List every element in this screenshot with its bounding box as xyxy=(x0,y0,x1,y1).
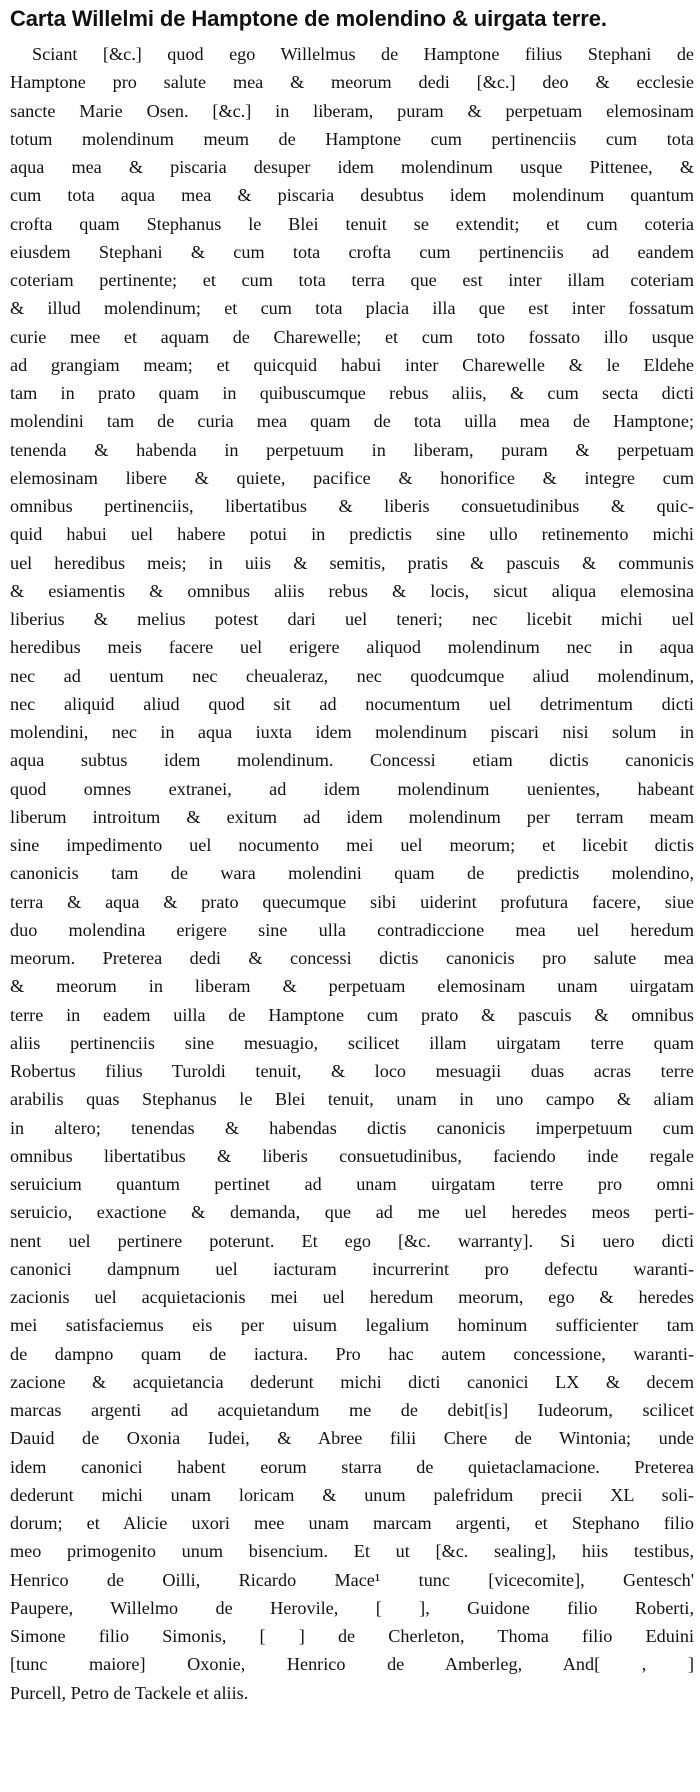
text-line: sine impedimento uel nocumento mei uel meorum; et licebit dictis xyxy=(10,835,694,855)
text-line: Dauid de Oxonia Iudei, & Abree filii Chere de Wintonia; unde xyxy=(10,1428,694,1449)
document-title: Carta Willelmi de Hamptone de molendino & uirgata terre. xyxy=(10,6,607,31)
text-line: [tunc maiore] Oxonie, Henrico de Amberleg, And[ , ] xyxy=(10,1654,694,1675)
text-line: Paupere, Willelmo de Herovile, [ ], Guidone filio Roberti, xyxy=(10,1597,694,1618)
text-line: nec ad uentum nec cheualeraz, nec quodcumque aliud molendinum, xyxy=(10,665,694,686)
text-line: tenenda & habenda in perpetuum in liberam, puram & perpetuam xyxy=(10,439,694,460)
text-line: crofta quam Stephanus le Blei tenuit se extendit; et cum coteria xyxy=(10,213,694,234)
text-line: Henrico de Oilli, Ricardo Mace¹ tunc [vicecomite], Gentesch' xyxy=(10,1569,694,1590)
text-line: arabilis quas Stephanus le Blei tenuit, unam in uno campo & aliam xyxy=(10,1089,694,1110)
text-line: omnibus libertatibus & liberis consuetudinibus, faciendo inde regale xyxy=(10,1145,694,1166)
text-line: quid habui uel habere potui in predictis sine ullo retinemento michi xyxy=(10,524,694,545)
document-body xyxy=(10,40,694,1707)
text-line: eiusdem Stephani & cum tota crofta cum pertinenciis ad eandem xyxy=(10,241,694,262)
text-line: meo primogenito unum bisencium. Et ut [&c. sealing], hiis testibus, xyxy=(10,1541,694,1562)
text-line: quod omnes extranei, ad idem molendinum uenientes, habeant xyxy=(10,778,694,799)
text-line: dorum; et Alicie uxori mee unam marcam argenti, et Stephano filio xyxy=(10,1513,694,1533)
text-line: liberum introitum & exitum ad idem molendinum per terram meam xyxy=(10,806,694,827)
text-line: Sciant [&c.] quod ego Willelmus de Hamptone filius Stephani de xyxy=(32,44,694,64)
text-line: totum molendinum meum de Hamptone cum pertinenciis cum tota xyxy=(10,128,694,149)
text-line: Hamptone pro salute mea & meorum dedi [&c.] deo & ecclesie xyxy=(10,72,694,93)
text-line: & illud molendinum; et cum tota placia illa que est inter fossatum xyxy=(10,298,694,319)
text-line: marcas argenti ad acquietandum me de debit[is] Iudeorum, scilicet xyxy=(10,1400,694,1420)
text-line: terre in eadem uilla de Hamptone cum prato & pascuis & omnibus xyxy=(10,1004,694,1025)
text-line: & esiamentis & omnibus aliis rebus & locis, sicut aliqua elemosina xyxy=(10,580,694,601)
text-line: idem canonici habent eorum starra de quietaclamacione. Preterea xyxy=(10,1456,694,1477)
text-line: ad grangiam meam; et quicquid habui inter Charewelle & le Eldehe xyxy=(10,354,694,375)
text-line: tam in prato quam in quibuscumque rebus aliis, & cum secta dicti xyxy=(10,383,694,403)
text-line: in altero; tenendas & habendas dictis canonicis imperpetuum cum xyxy=(10,1117,694,1138)
text-line: & meorum in liberam & perpetuam elemosinam unam uirgatam xyxy=(10,976,694,997)
text-line: cum tota aqua mea & piscaria desubtus idem molendinum quantum xyxy=(10,185,694,206)
text-line: dederunt michi unam loricam & unum palefridum precii XL soli- xyxy=(10,1484,694,1505)
text-line: mei satisfaciemus eis per uisum legalium hominum sufficienter tam xyxy=(10,1315,694,1336)
text-line: zacione & acquietancia dederunt michi dicti canonici LX & decem xyxy=(10,1371,694,1392)
text-line: canonici dampnum uel iacturam incurrerint pro defectu waranti- xyxy=(10,1258,694,1279)
text-line: molendini, nec in aqua iuxta idem molendinum piscari nisi solum in xyxy=(10,722,694,742)
text-line: seruicio, exactione & demanda, que ad me uel heredes meos perti- xyxy=(10,1202,694,1223)
text-line: Robertus filius Turoldi tenuit, & loco mesuagii duas acras terre xyxy=(10,1061,694,1081)
text-line: sancte Marie Osen. [&c.] in liberam, puram & perpetuam elemosinam xyxy=(10,100,694,121)
text-line: elemosinam libere & quiete, pacifice & honorifice & integre cum xyxy=(10,467,694,488)
text-line: aliis pertinenciis sine mesuagio, scilicet illam uirgatam terre quam xyxy=(10,1032,694,1053)
text-line: seruicium quantum pertinet ad unam uirgatam terre pro omni xyxy=(10,1174,694,1194)
text-line: coteriam pertinente; et cum tota terra que est inter illam coteriam xyxy=(10,270,694,290)
text-line: duo molendina erigere sine ulla contradiccione mea uel heredum xyxy=(10,919,694,940)
text-line: terra & aqua & prato quecumque sibi uiderint profutura facere, siue xyxy=(10,891,694,912)
text-line: nent uel pertinere poterunt. Et ego [&c. warranty]. Si uero dicti xyxy=(10,1230,694,1251)
text-line: curie mee et aquam de Charewelle; et cum toto fossato illo usque xyxy=(10,326,694,347)
text-line: de dampno quam de iactura. Pro hac autem concessione, waranti- xyxy=(10,1343,694,1364)
text-line: Purcell, Petro de Tackele et aliis. xyxy=(10,1682,249,1703)
text-line: canonicis tam de wara molendini quam de predictis molendino, xyxy=(10,863,694,884)
text-line: aqua subtus idem molendinum. Concessi etiam dictis canonicis xyxy=(10,750,694,771)
text-line: liberius & melius potest dari uel teneri; nec licebit michi uel xyxy=(10,609,694,629)
text-line: heredibus meis facere uel erigere aliquod molendinum nec in aqua xyxy=(10,637,694,658)
text-line: omnibus pertinenciis, libertatibus & liberis consuetudinibus & quic- xyxy=(10,496,694,516)
text-line: uel heredibus meis; in uiis & semitis, pratis & pascuis & communis xyxy=(10,552,694,573)
text-line: aqua mea & piscaria desuper idem molendinum usque Pittenee, & xyxy=(10,157,694,177)
text-line: Simone filio Simonis, [ ] de Cherleton, Thoma filio Eduini xyxy=(10,1626,694,1646)
text-line: nec aliquid aliud quod sit ad nocumentum uel detrimentum dicti xyxy=(10,693,694,714)
text-line: zacionis uel acquietacionis mei uel heredum meorum, ego & heredes xyxy=(10,1287,694,1307)
text-line: meorum. Preterea dedi & concessi dictis canonicis pro salute mea xyxy=(10,948,694,968)
text-line: molendini tam de curia mea quam de tota uilla mea de Hamptone; xyxy=(10,411,694,432)
